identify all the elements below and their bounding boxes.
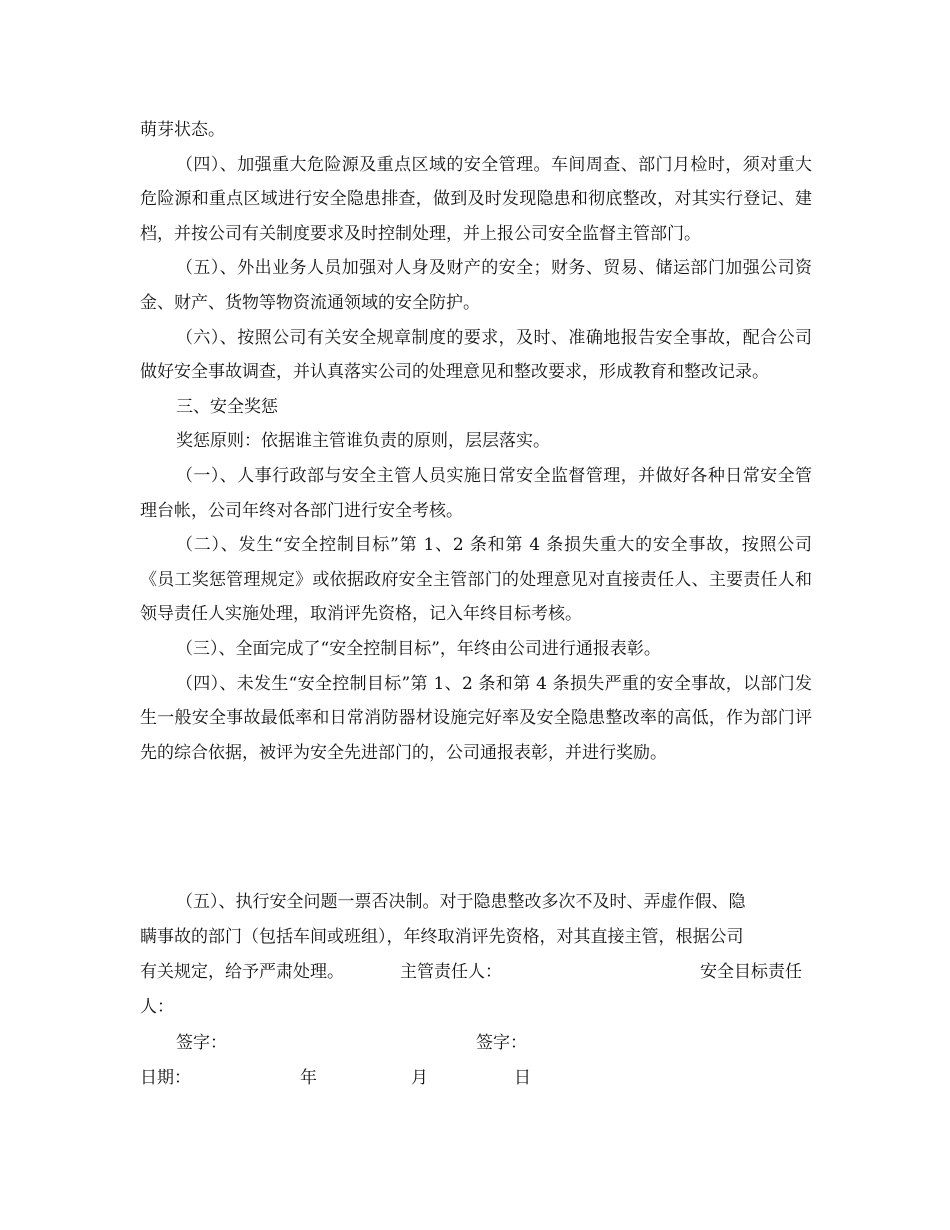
final-paragraph-line-3: 有关规定，给予严肃处理。 <box>140 962 344 982</box>
paragraph-reward-2: （二）、发生“安全控制目标”第 1、2 条和第 4 条损失重大的安全事故，按照公司《员工奖惩管理规定》或依据政府安全主管部门的处理意见对直接责任人、主要责任人和领导责任人实施处理，取消评先资格，记入年终目标考核。 <box>140 535 812 625</box>
paragraph-accident-reporting: （六）、按照公司有关安全规章制度的要求，及时、准确地报告安全事故，配合公司做好安全事故调查，并认真落实公司的处理意见和整改要求，形成教育和整改记录。 <box>140 327 812 383</box>
paragraph-reward-1: （一）、人事行政部与安全主管人员实施日常安全监督管理，并做好各种日常安全管理台帐，公司年终对各部门进行安全考核。 <box>140 465 812 521</box>
final-paragraph-line-2: 瞒事故的部门（包括车间或班组），年终取消评先资格，对其直接主管，根据公司 <box>140 927 744 947</box>
date-label: 日期： <box>140 1068 191 1088</box>
paragraph-reward-3: （三）、全面完成了“安全控制目标”，年终由公司进行通报表彰。 <box>176 638 661 659</box>
document-body <box>140 113 812 770</box>
date-year: 年 <box>300 1068 317 1088</box>
target-responsible-label: 安全目标责任 <box>700 962 802 982</box>
paragraph-reward-principle: 奖惩原则：依据谁主管谁负责的原则，层层落实。 <box>176 431 550 452</box>
paragraph-hazard-management: （四）、加强重大危险源及重点区域的安全管理。车间周查、部门月检时，须对重大危险源和重点区域进行安全隐患排查，做到及时发现隐患和彻底整改，对其实行登记、建档，并按公司有关制度要求及时控制处理，并上报公司安全监督主管部门。 <box>140 154 812 244</box>
paragraph-continuation: 萌芽状态。 <box>140 120 225 140</box>
supervisor-label: 主管责任人： <box>400 962 502 982</box>
paragraph-reward-4: （四）、未发生“安全控制目标”第 1、2 条和第 4 条损失严重的安全事故，以部门发生一般安全事故最低率和日常消防器材设施完好率及安全隐患整改率的高低，作为部门评先的综合依据，被评为安全先进部门的，公司通报表彰，并进行奖励。 <box>140 673 812 763</box>
final-paragraph-line-1: （五）、执行安全问题一票否决制。对于隐患整改多次不及时、弄虚作假、隐 <box>176 892 746 912</box>
target-responsible-label-cont: 人： <box>140 997 174 1017</box>
signature-right-label: 签字： <box>476 1033 527 1053</box>
date-month: 月 <box>411 1068 428 1088</box>
paragraph-personnel-property: （五）、外出业务人员加强对人身及财产的安全；财务、贸易、储运部门加强公司资金、财产、货物等物资流通领域的安全防护。 <box>140 258 812 313</box>
date-day: 日 <box>514 1068 531 1088</box>
signature-left-label: 签字： <box>176 1033 227 1053</box>
section-heading-rewards: 三、安全奖惩 <box>176 396 278 417</box>
